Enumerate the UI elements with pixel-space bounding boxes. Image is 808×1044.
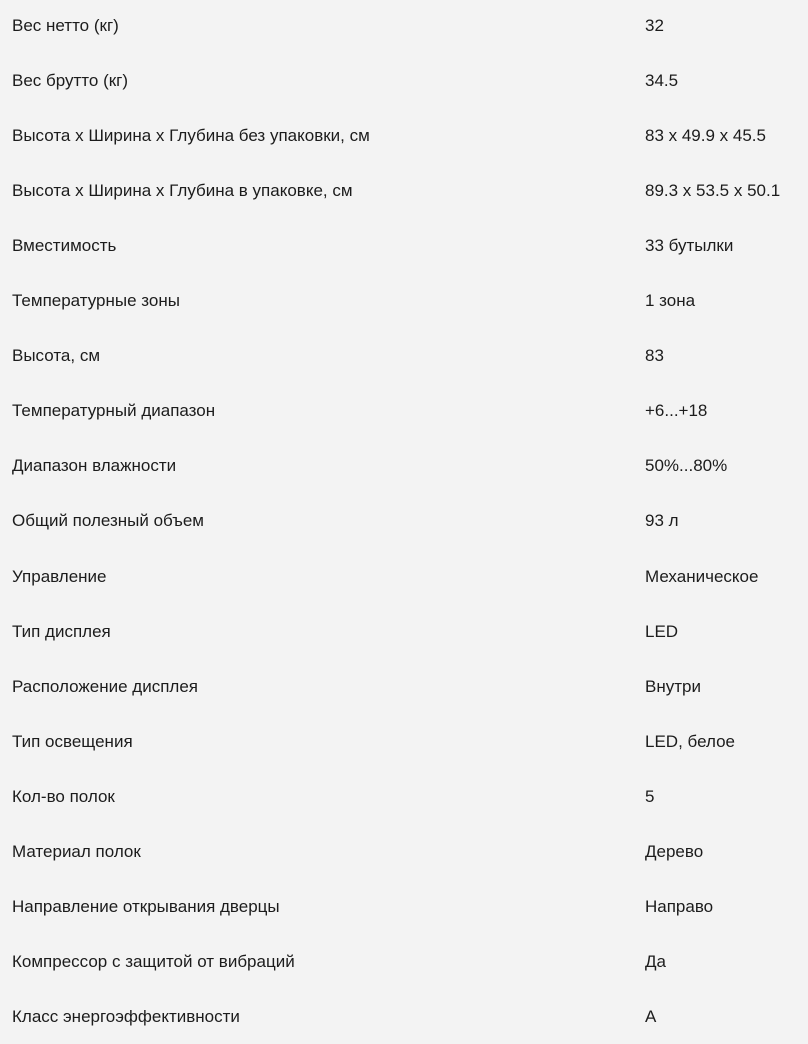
- spec-row-gross-weight: [0, 53, 808, 108]
- spec-value: 93 л: [645, 511, 679, 530]
- spec-row-usable-volume: [0, 493, 808, 548]
- spec-label: Управление: [12, 567, 107, 586]
- spec-label: Тип освещения: [12, 732, 133, 751]
- spec-row-display-type: [0, 604, 808, 659]
- spec-row-temperature-zones: [0, 273, 808, 328]
- spec-row-shelf-count: [0, 769, 808, 824]
- spec-label: Тип дисплея: [12, 622, 111, 641]
- spec-label: Температурные зоны: [12, 291, 180, 310]
- spec-label: Вес брутто (кг): [12, 71, 129, 90]
- spec-value: Внутри: [645, 677, 701, 696]
- spec-value: 32: [645, 16, 664, 35]
- spec-label: Диапазон влажности: [12, 456, 177, 475]
- spec-row-vibration-protection: [0, 934, 808, 989]
- spec-value: LED, белое: [645, 732, 735, 751]
- spec-row-door-opening: [0, 879, 808, 934]
- spec-value: Дерево: [645, 842, 704, 861]
- spec-row-temperature-range: [0, 383, 808, 438]
- spec-row-dimensions-packed: [0, 163, 808, 218]
- spec-value: Да: [645, 952, 666, 971]
- spec-value: Направо: [645, 897, 714, 916]
- spec-label: Расположение дисплея: [12, 677, 198, 696]
- spec-label: Общий полезный объем: [12, 511, 204, 530]
- spec-row-shelf-material: [0, 824, 808, 879]
- spec-label: Материал полок: [12, 842, 141, 861]
- spec-value: 5: [645, 787, 655, 806]
- spec-label: Вместимость: [12, 236, 117, 255]
- spec-value: 89.3 x 53.5 x 50.1: [645, 181, 781, 200]
- spec-value: A: [645, 1007, 657, 1026]
- spec-row-humidity-range: [0, 438, 808, 493]
- spec-label: Высота x Ширина x Глубина в упаковке, см: [12, 181, 353, 200]
- spec-value: Механическое: [645, 567, 759, 586]
- spec-value: 83 x 49.9 x 45.5: [645, 126, 766, 145]
- spec-value: 50%...80%: [645, 456, 728, 475]
- spec-row-control: [0, 549, 808, 604]
- spec-row-height: [0, 328, 808, 383]
- spec-row-display-location: [0, 659, 808, 714]
- spec-row-dimensions-unpacked: [0, 108, 808, 163]
- spec-row-capacity: [0, 218, 808, 273]
- spec-label: Температурный диапазон: [12, 401, 216, 420]
- spec-label: Высота x Ширина x Глубина без упаковки, см: [12, 126, 370, 145]
- spec-value: 34.5: [645, 71, 679, 90]
- spec-label: Компрессор с защитой от вибраций: [12, 952, 295, 971]
- spec-label: Вес нетто (кг): [12, 16, 119, 35]
- spec-value: 83: [645, 346, 664, 365]
- spec-label: Класс энергоэффективности: [12, 1007, 240, 1026]
- spec-label: Направление открывания дверцы: [12, 897, 280, 916]
- spec-label: Кол-во полок: [12, 787, 115, 806]
- spec-value: 33 бутылки: [645, 236, 734, 255]
- spec-value: LED: [645, 622, 679, 641]
- spec-row-lighting-type: [0, 714, 808, 769]
- spec-value: +6...+18: [645, 401, 708, 420]
- spec-row-net-weight: [0, 0, 808, 53]
- spec-label: Высота, см: [12, 346, 101, 365]
- spec-row-energy-class: [0, 989, 808, 1044]
- spec-value: 1 зона: [645, 291, 696, 310]
